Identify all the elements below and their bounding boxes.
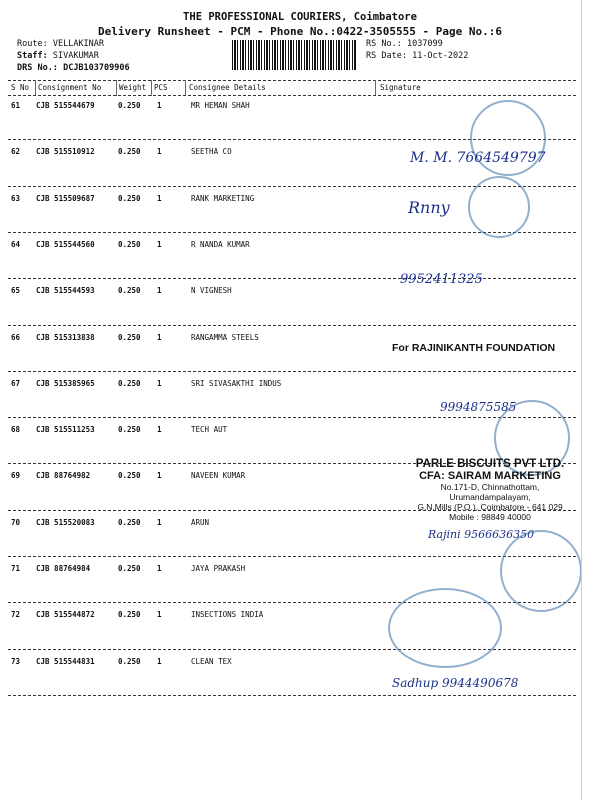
cell-pcs: 1	[157, 610, 162, 620]
cell-consignee: ARUN	[191, 517, 210, 527]
cell-sno: 70	[11, 517, 21, 527]
cell-weight: 0.250	[118, 471, 141, 481]
cell-weight: 0.250	[118, 517, 141, 527]
cell-sno: 72	[11, 610, 21, 620]
rs-no-line: RS No.: 1037099	[366, 39, 443, 49]
rs-date-line: RS Date: 11-Oct-2022	[366, 51, 469, 61]
col-divider	[151, 80, 152, 96]
cell-weight: 0.250	[118, 286, 141, 296]
row-divider	[8, 278, 576, 279]
cell-weight: 0.250	[118, 564, 141, 573]
cell-pcs: 1	[157, 101, 162, 110]
cell-pcs: 1	[157, 332, 162, 342]
drs-line: DRS No.: DCJB103709906	[17, 63, 130, 73]
col-sno: S No	[11, 83, 30, 92]
cell-consignee: R NANDA KUMAR	[191, 239, 250, 249]
col-pcs: PCS	[154, 83, 168, 92]
cell-weight: 0.250	[118, 378, 141, 388]
cell-weight: 0.250	[118, 193, 141, 203]
cell-consignee: RANGAMMA STEELS	[191, 332, 259, 342]
cell-consignee: TECH AUT	[191, 425, 228, 435]
col-divider	[35, 80, 36, 96]
cell-consignee: CLEAN TEX	[191, 656, 232, 666]
cell-consignment: CJB 88764982	[36, 471, 91, 481]
cell-consignment: CJB 515544872	[36, 610, 95, 620]
cell-consignment: CJB 88764984	[36, 564, 91, 573]
cell-consignment: CJB 515544831	[36, 656, 95, 666]
cell-pcs: 1	[157, 286, 162, 296]
cell-consignee: N VIGNESH	[191, 286, 232, 296]
cell-pcs: 1	[157, 656, 162, 666]
cell-sno: 71	[11, 564, 21, 573]
route-value: VELLAKINAR	[52, 39, 105, 49]
cell-consignment: CJB 515509687	[36, 193, 95, 203]
cell-consignment: CJB 515544679	[36, 101, 95, 110]
row-divider	[8, 325, 576, 326]
cell-consignee: SEETHA CO	[191, 147, 232, 157]
col-signature: Signature	[380, 83, 421, 92]
cell-consignment: CJB 515313838	[36, 332, 95, 342]
cell-consignee: INSECTIONS INDIA	[191, 610, 264, 620]
rank-marketing-stamp	[468, 176, 530, 238]
col-consignment: Consignment No	[38, 83, 102, 92]
cell-consignment: CJB 515510912	[36, 147, 95, 157]
cell-sno: 66	[11, 332, 21, 342]
col-weight: Weight	[119, 83, 147, 92]
cell-pcs: 1	[157, 564, 162, 573]
cell-pcs: 1	[157, 193, 162, 203]
row-divider	[8, 602, 576, 603]
cell-weight: 0.250	[118, 332, 141, 342]
cell-consignment: CJB 515544593	[36, 286, 95, 296]
staff-value: SIVAKUMAR	[52, 51, 99, 61]
row-divider	[8, 417, 576, 418]
cell-sno: 68	[11, 425, 21, 435]
barcode	[232, 40, 357, 70]
signature-65: 9952411325	[400, 272, 483, 287]
cell-consignment: CJB 515385965	[36, 378, 95, 388]
col-divider	[185, 80, 186, 96]
signature-62: M. M. 7664549797	[410, 150, 546, 166]
cell-pcs: 1	[157, 147, 162, 157]
rs-no-value: 1037099	[406, 39, 443, 49]
cell-sno: 64	[11, 239, 21, 249]
scan-edge	[581, 0, 582, 800]
cell-consignee: NAVEEN KUMAR	[191, 471, 246, 481]
cell-weight: 0.250	[118, 610, 141, 620]
signature-71: Rajini 9566636350	[428, 528, 535, 541]
rajinikanth-stamp: For RAJINIKANTH FOUNDATION	[392, 342, 556, 354]
cell-pcs: 1	[157, 517, 162, 527]
drs-value: DCJB103709906	[63, 63, 130, 73]
signature-63: Rnny	[408, 198, 450, 217]
col-divider	[375, 80, 376, 96]
runsheet-subtitle: Delivery Runsheet - PCM - Phone No.:0422-3505555 - Page No.:6	[98, 25, 502, 38]
cell-consignee: SRI SIVASAKTHI INDUS	[191, 378, 282, 388]
row-divider	[8, 556, 576, 557]
cell-weight: 0.250	[118, 656, 141, 666]
row-divider	[8, 371, 576, 372]
cell-pcs: 1	[157, 378, 162, 388]
cell-sno: 73	[11, 656, 21, 666]
table-row	[0, 605, 600, 651]
cell-consignee: RANK MARKETING	[191, 193, 255, 203]
parle-stamp: PARLE BISCUITS PVT LTD. CFA: SAIRAM MARKETING No.171-D, Chinnathottam, Urumandampalayam, G.N.Mills (P.O.), Coimbatore - 641 029 Mobile : 98849 40000	[415, 458, 565, 522]
cell-weight: 0.250	[118, 425, 141, 435]
cell-pcs: 1	[157, 471, 162, 481]
cell-sno: 69	[11, 471, 21, 481]
cell-sno: 61	[11, 101, 21, 110]
signature-73: Sadhup 9944490678	[392, 676, 519, 690]
cell-pcs: 1	[157, 425, 162, 435]
signature-67: 9994875585	[440, 400, 517, 414]
cell-sno: 62	[11, 147, 21, 157]
cell-pcs: 1	[157, 239, 162, 249]
cell-consignment: CJB 515511253	[36, 425, 95, 435]
cell-weight: 0.250	[118, 101, 141, 110]
rs-date-value: 11-Oct-2022	[412, 51, 469, 61]
col-divider	[116, 80, 117, 96]
cell-weight: 0.250	[118, 147, 141, 157]
cell-consignment: CJB 515520083	[36, 517, 95, 527]
cell-consignment: CJB 515544560	[36, 239, 95, 249]
staff-line: Staff: SIVAKUMAR	[17, 51, 99, 61]
col-consignee: Consignee Details	[189, 83, 266, 92]
row-divider	[8, 695, 576, 696]
insections-india-stamp	[388, 588, 502, 668]
table-row	[0, 281, 600, 327]
kumar-stamp	[500, 530, 582, 612]
cell-sno: 63	[11, 193, 21, 203]
route-line: Route: VELLAKINAR	[17, 39, 105, 49]
cell-weight: 0.250	[118, 239, 141, 249]
table-row	[0, 235, 600, 281]
table-header	[0, 80, 600, 94]
cell-consignee: JAYA PRAKASH	[191, 564, 246, 573]
cell-consignee: MR HEMAN SHAH	[191, 101, 250, 110]
table-row	[0, 652, 600, 698]
cell-sno: 65	[11, 286, 21, 296]
cell-sno: 67	[11, 378, 21, 388]
company-title: THE PROFESSIONAL COURIERS, Coimbatore	[183, 11, 417, 23]
